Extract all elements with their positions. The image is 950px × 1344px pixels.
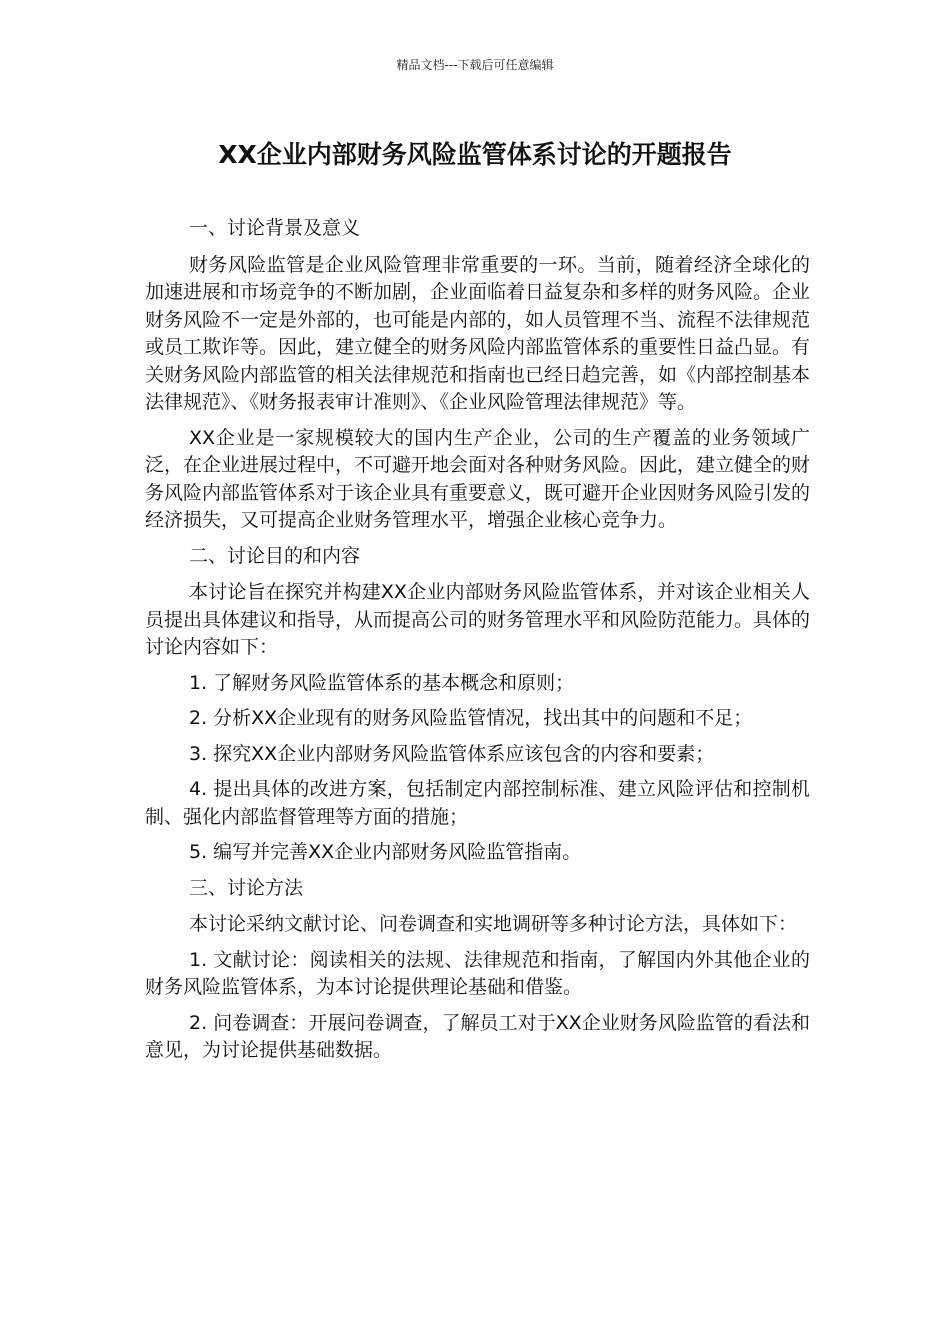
section3-heading: 三、讨论方法	[189, 876, 304, 899]
section2-intro: 本讨论旨在探究并构建XX企业内部财务风险监管体系，并对该企业相关人员提出具体建议和指导，从而提高公司的财务管理水平和风险防范能力。具体的讨论内容如下：	[145, 581, 811, 658]
section3-item-2: 2. 问卷调查：开展问卷调查，了解员工对于XX企业财务风险监管的看法和意见，为讨论提供基础数据。	[145, 1011, 810, 1061]
section1-heading: 一、讨论背景及意义	[189, 217, 361, 239]
document-title: XX企业内部财务风险监管体系讨论的开题报告	[218, 140, 732, 169]
section1-paragraph-1: 财务风险监管是企业风险管理非常重要的一环。当前，随着经济全球化的加速进展和市场竞争的不断加剧，企业面临着日益复杂和多样的财务风险。企业财务风险不一定是外部的，也可能是内部的，如人员管理不当、流程不法律规范或员工欺诈等。因此，建立健全的财务风险内部监管体系的重要性日益凸显。有关财务风险内部监管的相关法律规范和指南也已经日趋完善，如《内部控制基本法律规范》、《财务报表审计准则》、《企业风险管理法律规范》等。	[145, 253, 811, 413]
section3-item-1: 1. 文献讨论：阅读相关的法规、法律规范和指南，了解国内外其他企业的财务风险监管体系，为本讨论提供理论基础和借鉴。	[145, 948, 810, 998]
document-body	[145, 215, 810, 1073]
section3-intro: 本讨论采纳文献讨论、问卷调查和实地调研等多种讨论方法，具体如下：	[189, 913, 798, 935]
section2-item-3: 3. 探究XX企业内部财务风险监管体系应该包含的内容和要素；	[189, 742, 715, 765]
section2-item-1: 1. 了解财务风险监管体系的基本概念和原则；	[189, 671, 575, 694]
section1-paragraph-2: XX企业是一家规模较大的国内生产企业，公司的生产覆盖的业务领域广泛，在企业进展过程中，不可避开地会面对各种财务风险。因此，建立健全的财务风险内部监管体系对于该企业具有重要意义，既可避开企业因财务风险引发的经济损失，又可提高企业财务管理水平，增强企业核心竞争力。	[145, 426, 811, 531]
section2-item-4: 4. 提出具体的改进方案，包括制定内部控制标准、建立风险评估和控制机制、强化内部监督管理等方面的措施；	[145, 778, 810, 828]
section2-heading: 二、讨论目的和内容	[189, 544, 361, 567]
section2-item-5: 5. 编写并完善XX企业内部财务风险监管指南。	[189, 841, 582, 863]
section2-item-2: 2. 分析XX企业现有的财务风险监管情况，找出其中的问题和不足；	[189, 707, 753, 729]
header-note: 精品文档---下载后可任意编辑	[396, 58, 554, 72]
